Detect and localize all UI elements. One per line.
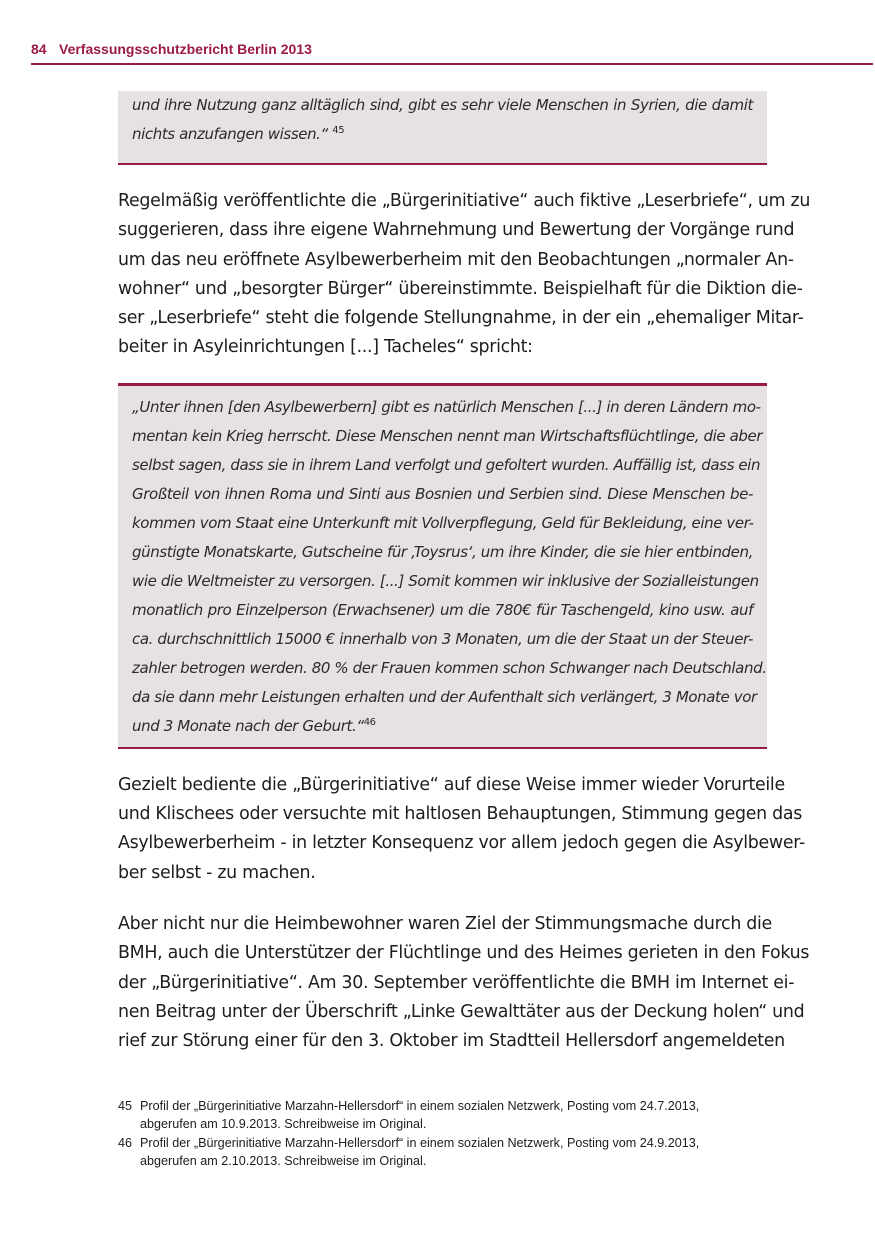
footnote-line: Profil der „Bürgerinitiative Marzahn-Hellersdorf“ in einem sozialen Netzwerk, Posting vom 24.9.2013, xyxy=(140,1136,700,1150)
running-header xyxy=(31,39,873,65)
quote-line: und ihre Nutzung ganz alltäglich sind, gibt es sehr viele Menschen in Syrien, die damit xyxy=(132,96,753,114)
quote-line: zahler betrogen werden. 80 % der Frauen kommen schon Schwanger nach Deutschland. xyxy=(132,658,767,677)
footnote-number: 46 xyxy=(118,1136,133,1150)
paragraph-unterstuetzer xyxy=(118,910,810,1056)
footnote-ref-46[interactable]: 46 xyxy=(363,716,376,728)
paragraph-line: BMH, auch die Unterstützer der Flüchtlinge und des Heimes gerieten in den Fokus xyxy=(118,943,810,964)
quote-line: „Unter ihnen [den Asylbewerbern] gibt es natürlich Menschen [...] in deren Ländern mo- xyxy=(132,397,761,416)
footnote-line: abgerufen am 2.10.2013. Schreibweise im Original. xyxy=(140,1154,427,1168)
quote-line: ca. durchschnittlich 15000 € innerhalb von 3 Monaten, um die der Staat un der Steuer- xyxy=(132,629,753,648)
block-quote-2 xyxy=(118,383,767,749)
quote-line: da sie dann mehr Leistungen erhalten und der Aufenthalt sich verlängert, 3 Monate vor xyxy=(132,687,757,706)
paragraph-line: rief zur Störung einer für den 3. Oktober im Stadtteil Hellersdorf angemeldeten xyxy=(118,1031,785,1052)
main-content xyxy=(118,91,811,1056)
paragraph-line: suggerieren, dass ihre eigene Wahrnehmung und Bewertung der Vorgänge rund xyxy=(118,220,795,241)
paragraph-line: ser „Leserbriefe“ steht die folgende Stellungnahme, in der ein „ehemaliger Mitar- xyxy=(118,308,804,329)
running-title: Verfassungsschutzbericht Berlin 2013 xyxy=(59,41,312,57)
paragraph-line: Asylbewerberheim - in letzter Konsequenz vor allem jedoch gegen die Asylbewer- xyxy=(118,833,805,854)
quote-line: mentan kein Krieg herrscht. Diese Menschen nennt man Wirtschaftsflüchtlinge, die aber xyxy=(132,426,763,445)
paragraph-line: um das neu eröffnete Asylbewerberheim mit den Beobachtungen „normaler An- xyxy=(118,249,794,270)
paragraph-line: wohner“ und „besorgter Bürger“ übereinstimmte. Beispielhaft für die Diktion die- xyxy=(118,278,803,299)
footnote-line: abgerufen am 10.9.2013. Schreibweise im Original. xyxy=(140,1117,427,1131)
quote-line: wie die Weltmeister zu versorgen. [...] Somit kommen wir inklusive der Sozialleistungen xyxy=(132,571,759,590)
footnotes xyxy=(118,1097,778,1171)
quote-line-last xyxy=(132,120,753,149)
paragraph-line: ber selbst - zu machen. xyxy=(118,862,316,883)
quote-line: selbst sagen, dass sie in ihrem Land verfolgt und gefoltert wurden. Auffällig ist, dass ein xyxy=(132,455,761,474)
footnote-46 xyxy=(118,1134,778,1170)
quote-line: günstigte Monatskarte, Gutscheine für ‚Toysrus‘, um ihre Kinder, die sie hier entbinden, xyxy=(132,542,753,561)
quote-line: Großteil von ihnen Roma und Sinti aus Bosnien und Serbien sind. Diese Menschen be- xyxy=(132,484,753,503)
page-number: 84 xyxy=(31,41,47,57)
quote-line-last xyxy=(132,712,753,741)
paragraph-line: nen Beitrag unter der Überschrift „Linke Gewalttäter aus der Deckung holen“ und xyxy=(118,1001,805,1022)
footnote-number: 45 xyxy=(118,1099,133,1113)
paragraph-line: Aber nicht nur die Heimbewohner waren Ziel der Stimmungsmache durch die xyxy=(118,913,772,934)
footnote-45 xyxy=(118,1097,778,1133)
quote-line-text: nichts anzufangen wissen.“ xyxy=(132,125,328,143)
quote-line: monatlich pro Einzelperson (Erwachsener) um die 780€ für Taschengeld, kino usw. auf xyxy=(132,600,753,619)
block-quote-1 xyxy=(118,91,767,165)
footnote-ref-45[interactable]: 45 xyxy=(332,125,345,136)
paragraph-line: beiter in Asyleinrichtungen [...] Tacheles“ spricht: xyxy=(118,337,533,358)
paragraph-line: Regelmäßig veröffentlichte die „Bürgerinitiative“ auch fiktive „Leserbriefe“, um zu xyxy=(118,191,811,211)
paragraph-line: Gezielt bediente die „Bürgerinitiative“ auf diese Weise immer wieder Vorurteile xyxy=(118,774,785,795)
quote-line-text: und 3 Monate nach der Geburt.“ xyxy=(132,716,364,735)
paragraph-line: und Klischees oder versuchte mit haltlosen Behauptungen, Stimmung gegen das xyxy=(118,804,802,825)
footnote-line: Profil der „Bürgerinitiative Marzahn-Hellersdorf“ in einem sozialen Netzwerk, Posting vom 24.7.2013, xyxy=(140,1099,700,1113)
paragraph-vorurteile xyxy=(118,771,805,888)
paragraph-line: der „Bürgerinitiative“. Am 30. September veröffentlichte die BMH im Internet ei- xyxy=(118,972,795,993)
quote-line: kommen vom Staat eine Unterkunft mit Vollverpflegung, Geld für Bekleidung, eine ver- xyxy=(132,513,754,532)
paragraph-leserbriefe xyxy=(118,187,811,363)
